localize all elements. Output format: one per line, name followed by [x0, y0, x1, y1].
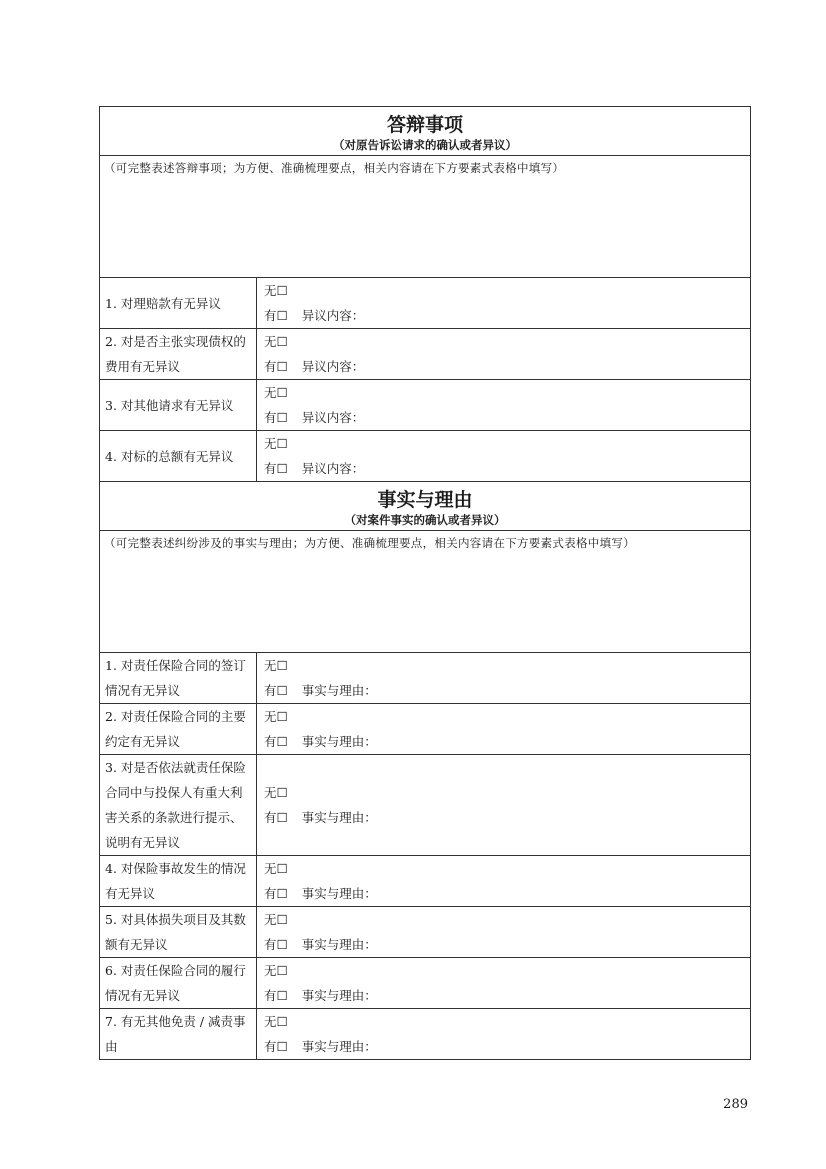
has-objection-option[interactable]: 有☐ — [264, 810, 288, 825]
no-objection-option[interactable]: 无☐ — [264, 709, 288, 724]
table-row — [100, 755, 751, 856]
has-objection-option[interactable]: 有☐ — [264, 988, 288, 1003]
answer-cell[interactable] — [257, 278, 751, 329]
has-objection-option[interactable]: 有☐ — [264, 886, 288, 901]
table-row — [100, 653, 751, 704]
objection-line — [264, 456, 750, 481]
objection-content-label: 事实与理由： — [301, 886, 377, 901]
table-row — [100, 278, 751, 329]
answer-cell[interactable] — [257, 755, 751, 856]
question-cell: 2. 对责任保险合同的主要约定有无异议 — [100, 704, 257, 755]
answer-cell[interactable] — [257, 856, 751, 907]
objection-line — [264, 805, 750, 830]
answer-cell[interactable] — [257, 380, 751, 431]
table-row — [100, 380, 751, 431]
objection-line — [264, 678, 750, 703]
no-objection-option[interactable]: 无☐ — [264, 963, 288, 978]
has-objection-option[interactable]: 有☐ — [264, 734, 288, 749]
answer-cell[interactable] — [257, 431, 751, 482]
section2-title: 事实与理由 — [377, 488, 473, 511]
objection-line — [264, 983, 750, 1008]
table-row — [100, 1009, 751, 1060]
answer-cell[interactable] — [257, 329, 751, 380]
has-objection-option[interactable]: 有☐ — [264, 937, 288, 952]
has-objection-option[interactable]: 有☐ — [264, 683, 288, 698]
section2-header — [100, 482, 751, 531]
objection-line — [264, 1034, 750, 1059]
table-row — [100, 329, 751, 380]
question-cell: 1. 对责任保险合同的签订情况有无异议 — [100, 653, 257, 704]
answer-cell[interactable] — [257, 704, 751, 755]
objection-content-label: 异议内容： — [301, 308, 365, 323]
question-cell: 6. 对责任保险合同的履行情况有无异议 — [100, 958, 257, 1009]
table-row — [100, 958, 751, 1009]
no-objection-option[interactable]: 无☐ — [264, 436, 288, 451]
question-cell: 7. 有无其他免责 / 减责事由 — [100, 1009, 257, 1060]
objection-line — [264, 354, 750, 379]
objection-content-label: 异议内容： — [301, 359, 365, 374]
has-objection-option[interactable]: 有☐ — [264, 359, 288, 374]
question-cell: 1. 对理赔款有无异议 — [100, 278, 257, 329]
objection-content-label: 事实与理由： — [301, 988, 377, 1003]
objection-content-label: 事实与理由： — [301, 937, 377, 952]
question-cell: 4. 对标的总额有无异议 — [100, 431, 257, 482]
has-objection-option[interactable]: 有☐ — [264, 1039, 288, 1054]
objection-content-label: 异议内容： — [301, 461, 365, 476]
objection-content-label: 事实与理由： — [301, 683, 377, 698]
answer-cell[interactable] — [257, 958, 751, 1009]
section1-title: 答辩事项 — [386, 113, 463, 136]
has-objection-option[interactable]: 有☐ — [264, 410, 288, 425]
objection-line — [264, 729, 750, 754]
no-objection-option[interactable]: 无☐ — [264, 785, 288, 800]
no-objection-option[interactable]: 无☐ — [264, 861, 288, 876]
section1-subtitle: （对原告诉讼请求的确认或者异议） — [333, 137, 517, 152]
objection-content-label: 事实与理由： — [301, 810, 377, 825]
no-objection-option[interactable]: 无☐ — [264, 1014, 288, 1029]
objection-content-label: 事实与理由： — [301, 734, 377, 749]
question-cell: 3. 对其他请求有无异议 — [100, 380, 257, 431]
section1-note[interactable]: （可完整表述答辩事项；为方便、准确梳理要点，相关内容请在下方要素式表格中填写） — [100, 156, 751, 278]
objection-line — [264, 932, 750, 957]
no-objection-option[interactable]: 无☐ — [264, 658, 288, 673]
no-objection-option[interactable]: 无☐ — [264, 334, 288, 349]
objection-line — [264, 881, 750, 906]
section1-header — [100, 107, 751, 156]
answer-cell[interactable] — [257, 1009, 751, 1060]
has-objection-option[interactable]: 有☐ — [264, 461, 288, 476]
defense-form-table — [99, 106, 751, 1060]
answer-cell[interactable] — [257, 653, 751, 704]
question-cell: 5. 对具体损失项目及其数额有无异议 — [100, 907, 257, 958]
no-objection-option[interactable]: 无☐ — [264, 283, 288, 298]
objection-line — [264, 405, 750, 430]
question-cell: 4. 对保险事故发生的情况有无异议 — [100, 856, 257, 907]
no-objection-option[interactable]: 无☐ — [264, 912, 288, 927]
table-row — [100, 856, 751, 907]
table-row — [100, 431, 751, 482]
objection-content-label: 事实与理由： — [301, 1039, 377, 1054]
table-row — [100, 704, 751, 755]
question-cell: 2. 对是否主张实现债权的费用有无异议 — [100, 329, 257, 380]
section2-subtitle: （对案件事实的确认或者异议） — [344, 512, 506, 527]
answer-cell[interactable] — [257, 907, 751, 958]
objection-line — [264, 303, 750, 328]
objection-content-label: 异议内容： — [301, 410, 365, 425]
has-objection-option[interactable]: 有☐ — [264, 308, 288, 323]
no-objection-option[interactable]: 无☐ — [264, 385, 288, 400]
table-row — [100, 907, 751, 958]
page-number: 289 — [723, 1097, 748, 1112]
section2-note[interactable]: （可完整表述纠纷涉及的事实与理由；为方便、准确梳理要点，相关内容请在下方要素式表格中填写） — [100, 531, 751, 653]
question-cell: 3. 对是否依法就责任保险合同中与投保人有重大利害关系的条款进行提示、说明有无异议 — [100, 755, 257, 856]
